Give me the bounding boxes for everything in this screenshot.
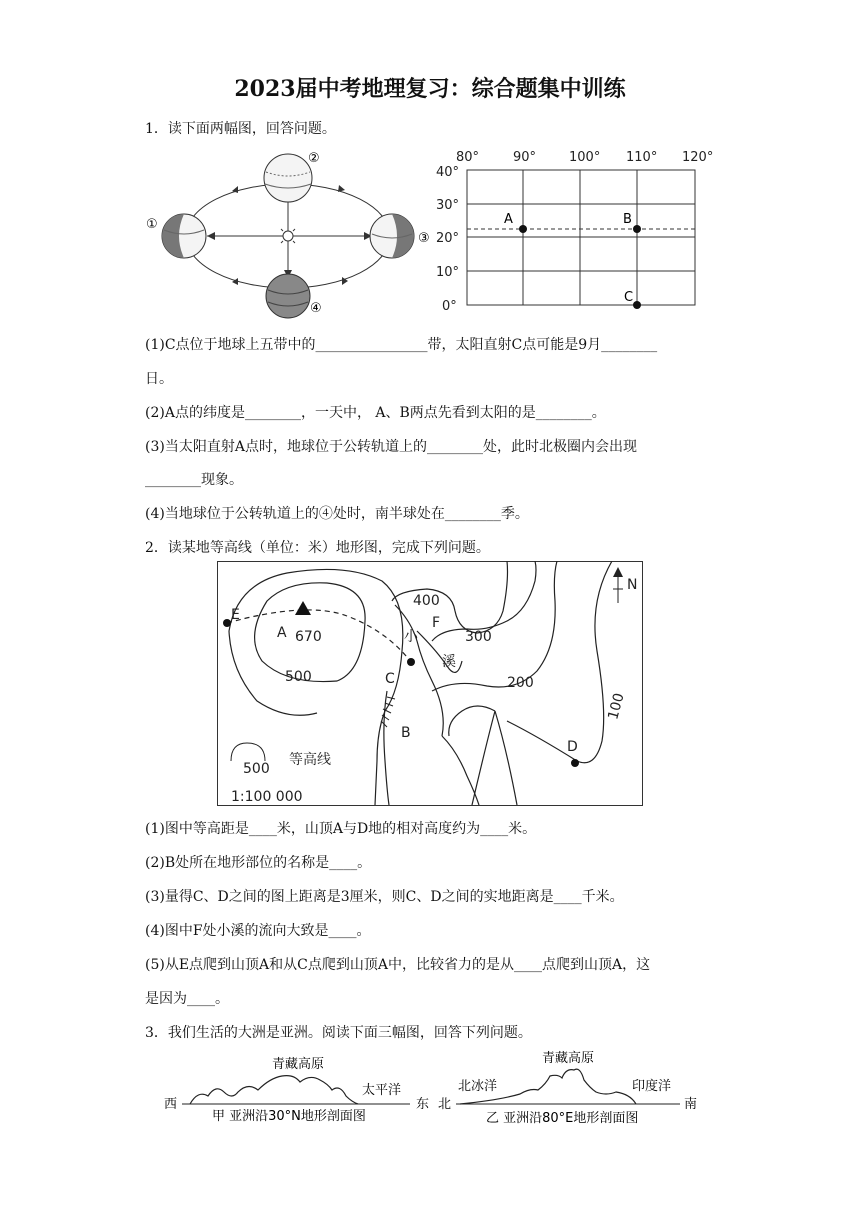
point-c bbox=[633, 301, 641, 309]
point-a bbox=[519, 225, 527, 233]
lon-label: 100° bbox=[569, 150, 601, 165]
profile-2-ocean-n: 北冰洋 bbox=[458, 1079, 498, 1094]
lat-label: 20° bbox=[436, 231, 460, 246]
lat-label: 10° bbox=[436, 265, 460, 280]
orbit-label-1: ① bbox=[146, 217, 158, 232]
stream-char: 溪 bbox=[442, 654, 456, 670]
north-label: N bbox=[627, 577, 638, 593]
legend-label: 等高线 bbox=[289, 752, 331, 768]
orbit-label-3: ③ bbox=[418, 231, 430, 246]
orbit-label-2: ② bbox=[308, 151, 320, 166]
earth-position-4 bbox=[266, 274, 310, 318]
profile-2-plateau: 青藏高原 bbox=[542, 1051, 595, 1066]
q1-sub2: (2)A点的纬度是________，一天中， A、B两点先看到太阳的是________。 bbox=[145, 405, 606, 421]
contour-100: 100 bbox=[605, 691, 628, 722]
earth-position-2 bbox=[264, 154, 312, 202]
q1-sub3-line2: ________现象。 bbox=[145, 472, 243, 488]
profile-2-ocean-s: 印度洋 bbox=[632, 1079, 672, 1094]
q2-sub5-line2: 是因为____。 bbox=[145, 991, 229, 1007]
sun-icon bbox=[278, 226, 298, 246]
profile-1-east: 东 bbox=[416, 1097, 430, 1112]
earth-position-1 bbox=[162, 214, 206, 258]
lon-label: 90° bbox=[513, 150, 537, 165]
q2-sub1: (1)图中等高距是____米，山顶A与D地的相对高度约为____米。 bbox=[145, 821, 537, 837]
map-scale: 1:100 000 bbox=[231, 789, 303, 805]
contour-400: 400 bbox=[413, 593, 440, 609]
profile-1-ocean: 太平洋 bbox=[362, 1083, 402, 1098]
q2-sub4: (4)图中F处小溪的流向大致是____。 bbox=[145, 923, 371, 939]
profile-1-plateau: 青藏高原 bbox=[272, 1057, 325, 1072]
q1-sub1-line1: (1)C点位于地球上五带中的________________带，太阳直射C点可能是9月________ bbox=[145, 337, 658, 353]
profile-2-north: 北 bbox=[438, 1097, 452, 1112]
point-d-label: D bbox=[567, 739, 578, 755]
point-a-label: A bbox=[277, 625, 287, 641]
terrain-profiles bbox=[160, 1048, 720, 1128]
point-c-label: C bbox=[624, 290, 634, 305]
q1-sub4: (4)当地球位于公转轨道上的④处时，南半球处在________季。 bbox=[145, 506, 529, 522]
point-a-label: A bbox=[504, 212, 513, 227]
contour-map bbox=[217, 561, 643, 807]
lon-label: 120° bbox=[682, 150, 714, 165]
lon-label: 80° bbox=[456, 150, 480, 165]
lat-label: 40° bbox=[436, 165, 460, 180]
contour-200: 200 bbox=[507, 675, 534, 691]
contour-500: 500 bbox=[285, 669, 312, 685]
q2-sub3: (3)量得C、D之间的图上距离是3厘米，则C、D之间的实地距离是____千米。 bbox=[145, 889, 624, 905]
profile-1-caption: 甲 亚洲沿30°N地形剖面图 bbox=[212, 1109, 366, 1124]
point-f-label: F bbox=[432, 615, 441, 631]
point-b-label: B bbox=[623, 212, 632, 227]
earth-position-3 bbox=[370, 214, 414, 258]
q2-sub2: (2)B处所在地形部位的名称是____。 bbox=[145, 855, 372, 871]
q2-stem: 2．读某地等高线（单位：米）地形图，完成下列问题。 bbox=[145, 540, 490, 556]
lat-lon-grid bbox=[430, 145, 720, 320]
profile-2-caption: 乙 亚洲沿80°E地形剖面图 bbox=[486, 1111, 639, 1126]
q1-sub1-line2: 日。 bbox=[145, 371, 173, 387]
profile-1-line bbox=[190, 1076, 358, 1104]
lat-label: 0° bbox=[442, 299, 457, 314]
q1-sub3-line1: (3)当太阳直射A点时，地球位于公转轨道上的________处，此时北极圈内会出现 bbox=[145, 439, 637, 455]
q1-stem: 1．读下面两幅图，回答问题。 bbox=[145, 121, 336, 137]
legend-value: 500 bbox=[243, 761, 270, 777]
lon-label: 110° bbox=[626, 150, 658, 165]
point-b-label: B bbox=[401, 725, 411, 741]
point-d bbox=[571, 759, 579, 767]
earth-orbit-diagram bbox=[140, 150, 440, 325]
profile-1-west: 西 bbox=[164, 1097, 178, 1112]
point-c bbox=[407, 658, 415, 666]
point-b bbox=[633, 225, 641, 233]
q3-stem: 3．我们生活的大洲是亚洲。阅读下面三幅图，回答下列问题。 bbox=[145, 1025, 532, 1041]
profile-2-south: 南 bbox=[684, 1097, 698, 1112]
peak-670: 670 bbox=[295, 629, 322, 645]
point-e-label: E bbox=[231, 607, 240, 623]
lat-label: 30° bbox=[436, 198, 460, 213]
contour-300: 300 bbox=[465, 629, 492, 645]
point-c-label: C bbox=[385, 671, 395, 687]
stream-char: 小 bbox=[404, 629, 418, 645]
point-e bbox=[223, 619, 231, 627]
orbit-label-4: ④ bbox=[310, 301, 322, 316]
q2-sub5-line1: (5)从E点爬到山顶A和从C点爬到山顶A中，比较省力的是从____点爬到山顶A，这 bbox=[145, 957, 651, 973]
page-title: 2023届中考地理复习：综合题集中训练 bbox=[234, 76, 626, 102]
